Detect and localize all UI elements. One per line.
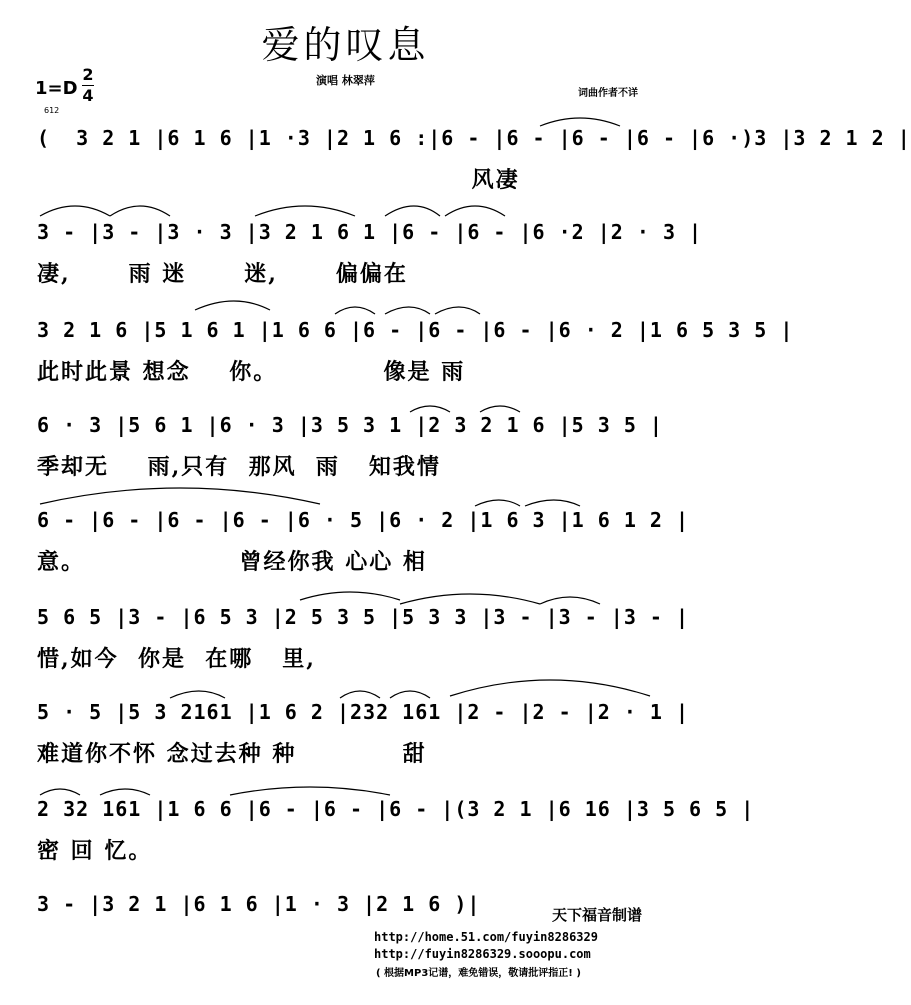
key-signature: 1=D — [35, 78, 78, 99]
lyric-line: 意。 曾经你我 心心 相 — [37, 549, 427, 575]
song-title: 爱的叹息 — [261, 23, 430, 67]
lyric-line: 此时此景 想念 你。 像是 雨 — [37, 359, 466, 385]
notation-line: ( 3 2 1 |6 1 6 |1 ·3 |2 1 6 :|6 - |6 - |6 - |6 - |6 ·)3 |3 2 1 2 | — [37, 126, 911, 150]
notation-line: 5 6 5 |3 - |6 5 3 |2 5 3 5 |5 3 3 |3 - |3 - |3 - | — [37, 605, 690, 629]
time-signature-top: 2 — [82, 65, 94, 84]
grace-notes: 612 — [44, 106, 60, 115]
lyric-line: 惜,如今 你是 在哪 里, — [37, 646, 316, 672]
source-url-1: http://home.51.com/fuyin8286329 — [374, 930, 598, 944]
notation-line: 6 - |6 - |6 - |6 - |6 · 5 |6 · 2 |1 6 3 |1 6 1 2 | — [37, 508, 690, 532]
lyric-line: 季却无 雨,只有 那风 雨 知我情 — [37, 454, 441, 480]
lyric-line: 密 回 忆。 — [37, 838, 153, 864]
notation-line: 3 - |3 - |3 · 3 |3 2 1 6 1 |6 - |6 - |6 ·2 |2 · 3 | — [37, 220, 703, 244]
source-url-2: http://fuyin8286329.sooopu.com — [374, 947, 591, 961]
notation-line: 3 2 1 6 |5 1 6 1 |1 6 6 |6 - |6 - |6 - |6 · 2 |1 6 5 3 5 | — [37, 318, 794, 342]
notation-line: 3 - |3 2 1 |6 1 6 |1 · 3 |2 1 6 )| — [37, 892, 481, 916]
notation-line: 2 32 161 |1 6 6 |6 - |6 - |6 - |(3 2 1 |6 16 |3 5 6 5 | — [37, 797, 755, 821]
notation-line: 6 · 3 |5 6 1 |6 · 3 |3 5 3 1 |2 3 2 1 6 |5 3 5 | — [37, 413, 663, 437]
singer-credit: 演唱 林翠萍 — [316, 74, 375, 87]
time-signature-bottom: 4 — [82, 86, 94, 105]
lyric-line: 风凄 — [37, 167, 520, 193]
notation-line: 5 · 5 |5 3 2161 |1 6 2 |232 161 |2 - |2 - |2 · 1 | — [37, 700, 690, 724]
composer-credit: 词曲作者不详 — [578, 88, 638, 99]
lyric-line: 凄, 雨 迷 迷, 偏偏在 — [37, 261, 408, 287]
transcription-note: ( 根据MP3记谱，难免错误，敬请批评指正! ) — [376, 968, 581, 979]
engraver-signature: 天下福音制谱 — [552, 906, 643, 924]
lyric-line: 难道你不怀 念过去种 种 甜 — [37, 741, 427, 767]
